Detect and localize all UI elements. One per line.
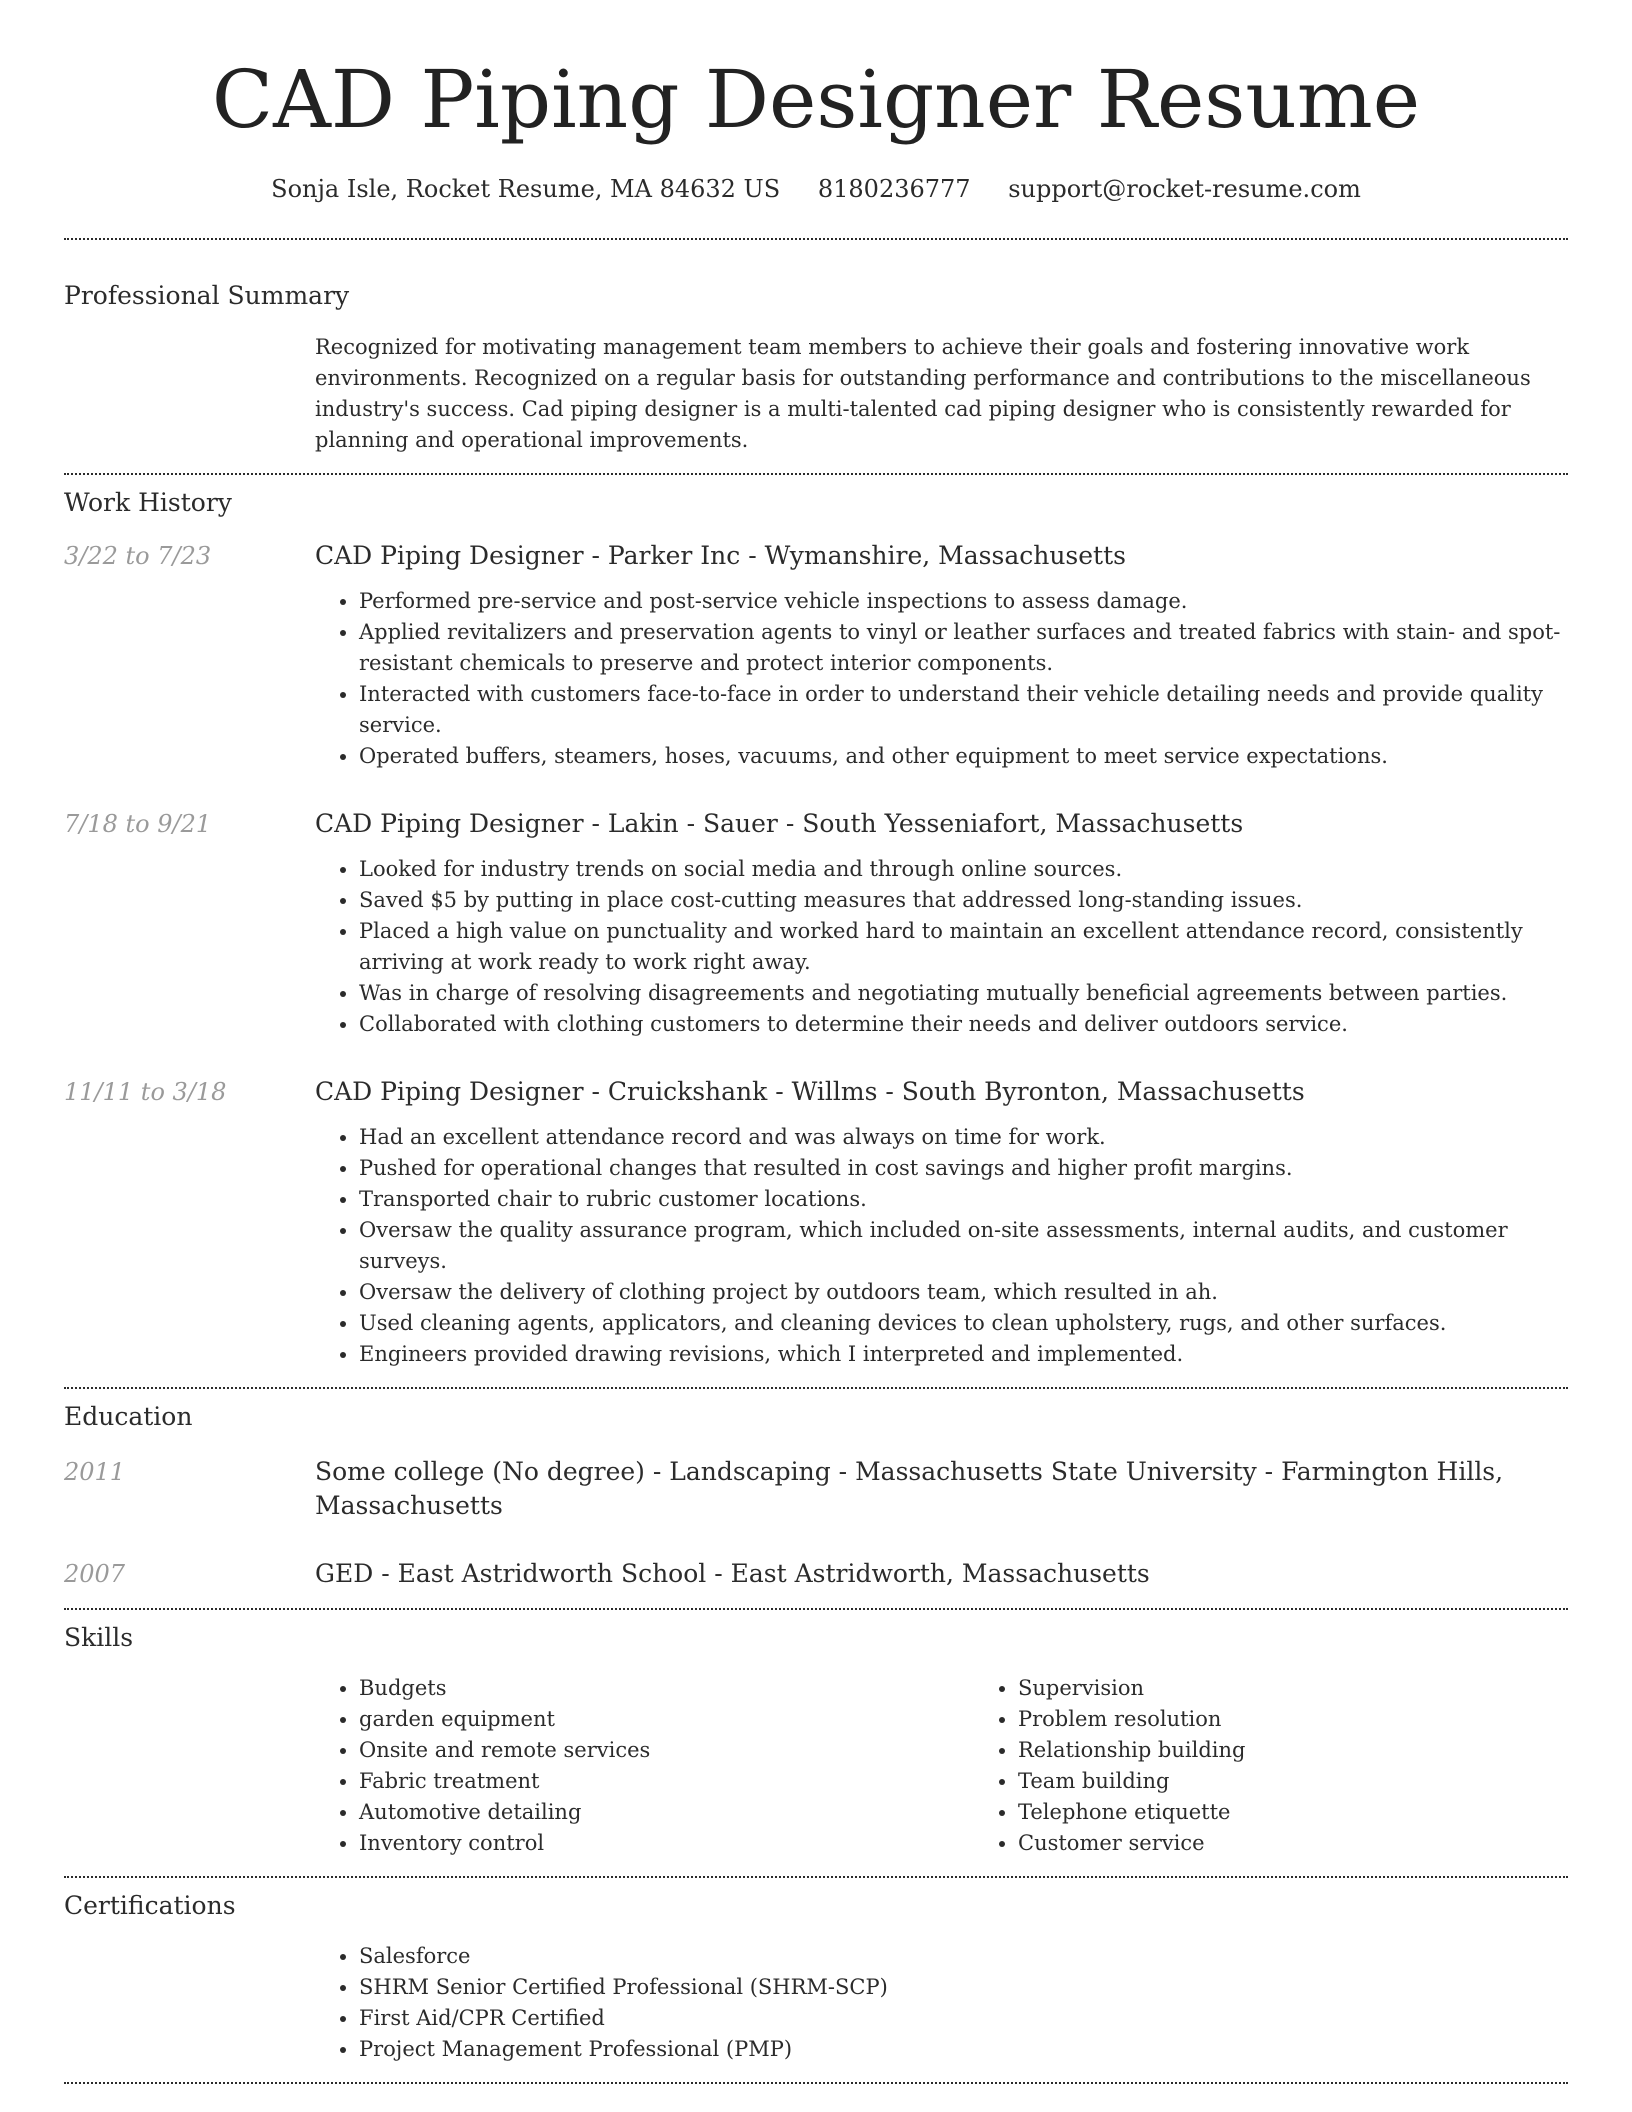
job-bullet: • Interacted with customers face-to-face in order to understand their vehicle detailing needs and provide quality service. [359,679,1568,741]
contact-phone: 8180236777 [817,175,971,203]
contact-line [64,174,1568,204]
education-text: Some college (No degree) - Landscaping - Massachusetts State University - Farmington Hills, Massachusetts [315,1457,1504,1520]
certification-item: • First Aid/CPR Certified [359,2003,1568,2034]
education-year: 2007 [64,1560,126,1588]
certification-item: • Salesforce [359,1941,1568,1972]
education-text: GED - East Astridworth School - East Astridworth, Massachusetts [315,1559,1150,1588]
skill-item: • Inventory control [359,1828,974,1859]
job-bullets [315,1122,1568,1370]
job-bullet: • Engineers provided drawing revisions, which I interpreted and implemented. [359,1339,1568,1370]
summary-heading: Professional Summary [64,281,350,310]
education-year: 2011 [64,1458,126,1486]
job-dates: 11/11 to 3/18 [64,1078,227,1106]
certifications-heading: Certifications [64,1891,236,1920]
job-bullet: • Oversaw the quality assurance program, which included on-site assessments, internal audits, and customer surveys. [359,1215,1568,1277]
certification-item: • SHRM Senior Certified Professional (SHRM-SCP) [359,1972,1568,2003]
job-entry [64,807,1568,1040]
job-title: CAD Piping Designer - Cruickshank - Willms - South Byronton, Massachusetts [315,1077,1305,1106]
certifications-row [64,1941,1568,2065]
job-bullet: • Looked for industry trends on social media and through online sources. [359,854,1568,885]
education-entry [64,1455,1568,1523]
job-bullet: • Was in charge of resolving disagreements and negotiating mutually beneficial agreements between parties. [359,978,1568,1009]
skill-item: • Customer service [1018,1828,1632,1859]
summary-text: Recognized for motivating management team members to achieve their goals and fostering innovative work environments. Recognized on a regular basis for outstanding performance and contributions to the miscellaneous industry's success. Cad piping designer is a multi-talented cad piping designer who is consistently rewarded for planning and operational improvements. [315,335,1531,452]
skills-heading: Skills [64,1623,134,1652]
job-bullet: • Performed pre-service and post-service vehicle inspections to assess damage. [359,586,1568,617]
job-bullets [315,854,1568,1040]
job-title: CAD Piping Designer - Parker Inc - Wymanshire, Massachusetts [315,541,1126,570]
job-bullet: • Applied revitalizers and preservation agents to vinyl or leather surfaces and treated fabrics with stain- and spot-resistant chemicals to preserve and protect interior components. [359,617,1568,679]
job-entry [64,539,1568,772]
job-dates: 7/18 to 9/21 [64,810,212,838]
certification-item: • Project Management Professional (PMP) [359,2034,1568,2065]
summary-row [64,332,1568,456]
contact-email: support@rocket-resume.com [1008,175,1361,203]
job-bullet: • Pushed for operational changes that resulted in cost savings and higher profit margins. [359,1153,1568,1184]
skills-row [64,1673,1568,1859]
skill-item: • Automotive detailing [359,1797,974,1828]
skill-item: • Supervision [1018,1673,1632,1704]
skill-item: • Problem resolution [1018,1704,1632,1735]
contact-address: Sonja Isle, Rocket Resume, MA 84632 US [271,175,781,203]
job-bullet: • Saved $5 by putting in place cost-cutting measures that addressed long-standing issues. [359,885,1568,916]
skill-item: • garden equipment [359,1704,974,1735]
job-bullets [315,586,1568,772]
job-dates: 3/22 to 7/23 [64,542,212,570]
job-bullet: • Collaborated with clothing customers to determine their needs and deliver outdoors service. [359,1009,1568,1040]
resume-page [64,0,1568,2084]
skill-item: • Relationship building [1018,1735,1632,1766]
skills-list-left [315,1673,974,1859]
job-bullet: • Oversaw the delivery of clothing project by outdoors team, which resulted in ah. [359,1277,1568,1308]
skill-item: • Onsite and remote services [359,1735,974,1766]
skill-item: • Fabric treatment [359,1766,974,1797]
job-title: CAD Piping Designer - Lakin - Sauer - South Yesseniafort, Massachusetts [315,809,1244,838]
job-bullet: • Operated buffers, steamers, hoses, vacuums, and other equipment to meet service expectations. [359,741,1568,772]
job-bullet: • Placed a high value on punctuality and worked hard to maintain an excellent attendance record, consistently arriving at work ready to work right away. [359,916,1568,978]
resume-title: CAD Piping Designer Resume [211,53,1421,146]
work-history-heading: Work History [64,488,232,517]
job-entry [64,1075,1568,1370]
section-divider [64,2082,1568,2084]
job-bullet: • Transported chair to rubric customer locations. [359,1184,1568,1215]
certifications-list [315,1941,1568,2065]
skill-item: • Budgets [359,1673,974,1704]
skill-item: • Telephone etiquette [1018,1797,1632,1828]
education-entry [64,1557,1568,1591]
skill-item: • Team building [1018,1766,1632,1797]
job-bullet: • Had an excellent attendance record and was always on time for work. [359,1122,1568,1153]
skills-list-right [974,1673,1632,1859]
job-bullet: • Used cleaning agents, applicators, and cleaning devices to clean upholstery, rugs, and other surfaces. [359,1308,1568,1339]
education-heading: Education [64,1402,193,1431]
